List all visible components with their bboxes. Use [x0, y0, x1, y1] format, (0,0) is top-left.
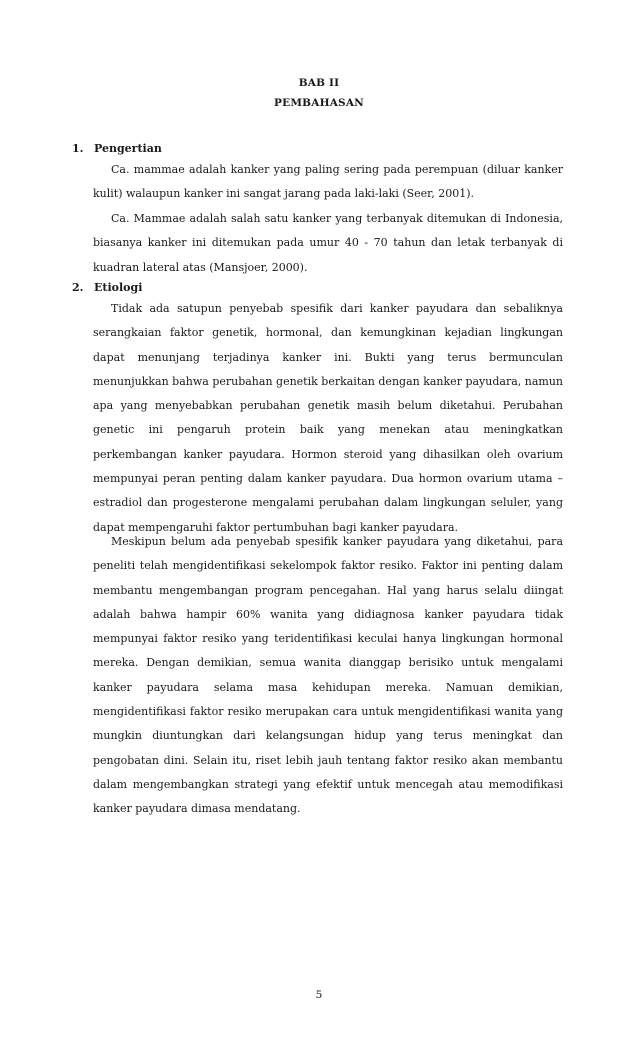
paragraph-text: Ca. Mammae adalah salah satu kanker yang terbanyak ditemukan di Indonesia, biasanya kanker ini ditemukan pada umur 40 - 70 tahun dan letak terbanyak di kuadran lateral atas (Mansjoer, 2000).	[93, 212, 563, 274]
chapter-title: PEMBAHASAN	[274, 97, 364, 109]
section-title: Etiologi	[94, 281, 143, 294]
section-title: Pengertian	[94, 142, 162, 155]
section-number: 1.	[72, 142, 84, 155]
paragraph-text: Meskipun belum ada penyebab spesifik kanker payudara yang diketahui, para peneliti telah mengidentifikasi sekelompok faktor resiko. Faktor ini penting dalam membantu mengembangan program pencegahan. Hal yang harus selalu diingat adalah bahwa hampir 60% wanita yang didiagnosa kanker payudara tidak mempunyai faktor resiko yang teridentifikasi keculai hanya lingkungan hormonal mereka. Dengan demikian, semua wanita dianggap berisiko untuk mengalami kanker payudara selama masa kehidupan mereka. Namuan demikian, mengidentifikasi faktor resiko merupakan cara untuk mengidentifikasi wanita yang mungkin diuntungkan dari kelangsungan hidup yang terus meningkat dan pengobatan dini. Selain itu, riset lebih jauh tentang faktor resiko akan membantu dalam mengembangkan strategi yang efektif untuk mencegah atau memodifikasi kanker payudara dimasa mendatang.	[93, 535, 563, 816]
section-heading-pengertian	[72, 142, 162, 155]
paragraph-text: Ca. mammae adalah kanker yang paling sering pada perempuan (diluar kanker kulit) walaupun kanker ini sangat jarang pada laki-laki (Seer, 2001).	[93, 163, 563, 201]
paragraph-text: Tidak ada satupun penyebab spesifik dari kanker payudara dan sebaliknya serangkaian faktor genetik, hormonal, dan kemungkinan kejadian lingkungan dapat menunjang terjadinya kanker ini. Bukti yang terus bermunculan menunjukkan bahwa perubahan genetik berkaitan dengan kanker payudara, namun apa yang menyebabkan perubahan genetik masih belum diketahui. Perubahan genetic ini pengaruh protein baik yang menekan atau meningkatkan perkembangan kanker payudara. Hormon steroid yang dihasilkan oleh ovarium mempunyai peran penting dalam kanker payudara. Dua hormon ovarium utama – estradiol dan progesterone mengalami perubahan dalam lingkungan seluler, yang dapat mempengaruhi faktor pertumbuhan bagi kanker payudara.	[93, 302, 563, 534]
section-heading-etiologi	[72, 281, 142, 294]
page-number: 5	[315, 989, 323, 1001]
section-number: 2.	[72, 281, 84, 294]
paragraph	[93, 158, 563, 207]
paragraph	[93, 207, 563, 280]
paragraph	[93, 530, 563, 822]
chapter-label: BAB II	[298, 77, 340, 89]
paragraph	[93, 297, 563, 540]
